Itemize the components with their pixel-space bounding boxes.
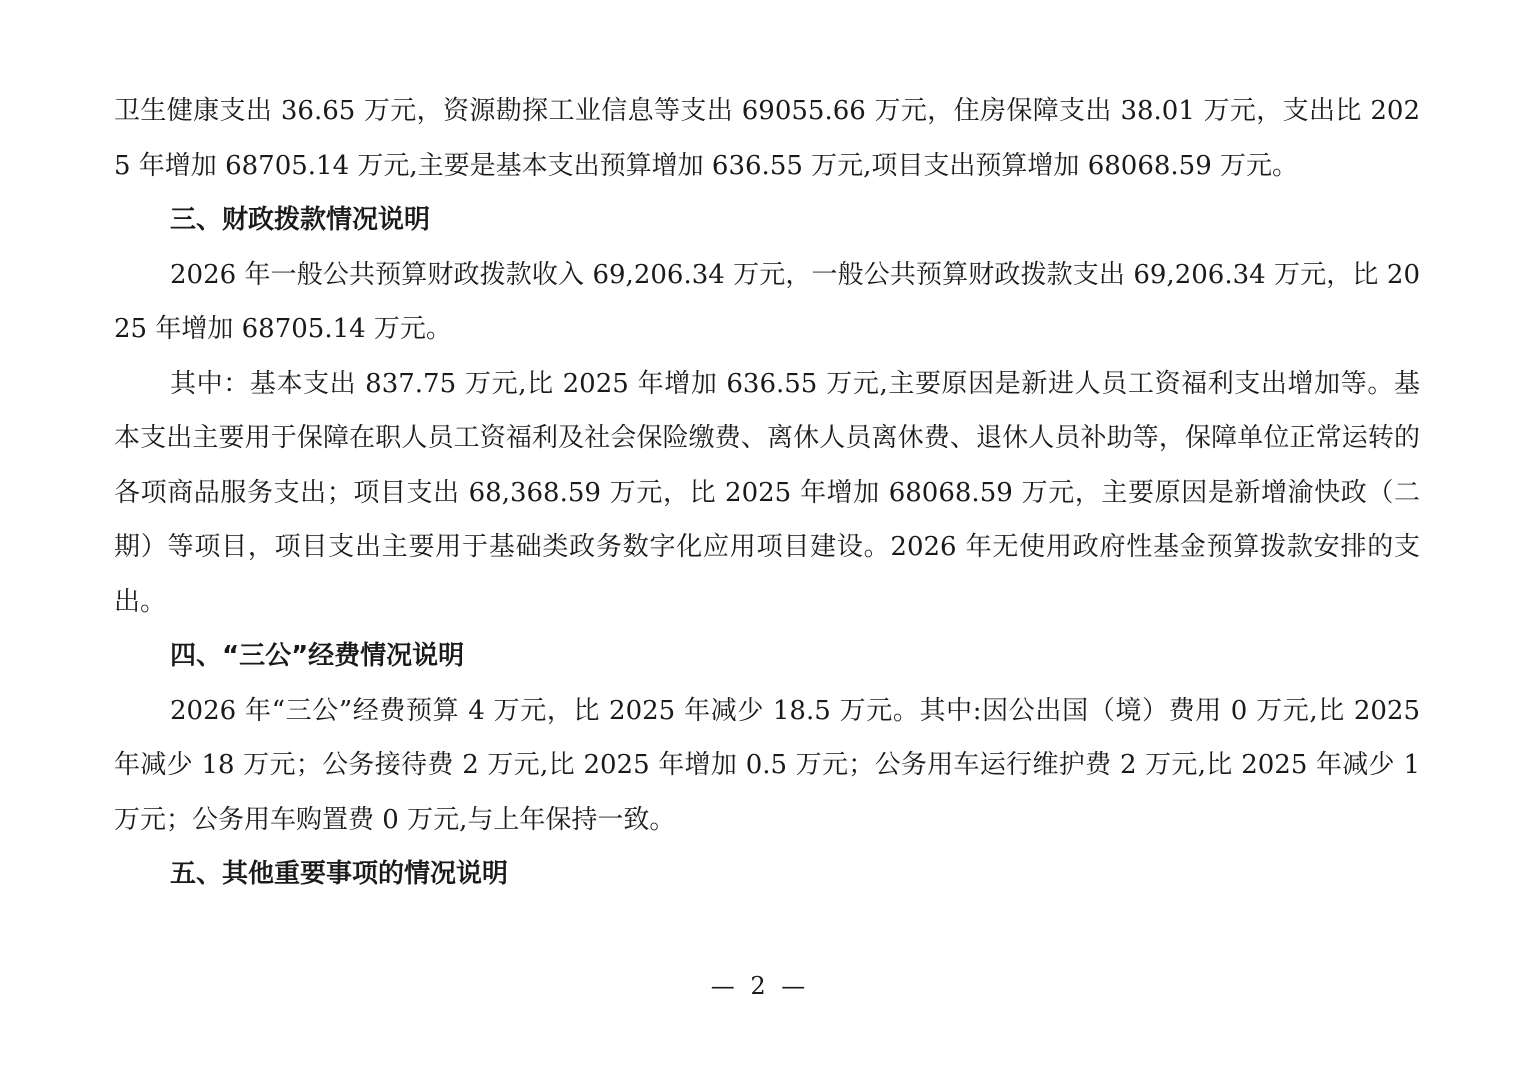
page-number: — 2 — <box>710 972 810 1000</box>
paragraph-expenditure-continued: 卫生健康支出 36.65 万元，资源勘探工业信息等支出 69055.66 万元，住房保障支出 38.01 万元，支出比 2025 年增加 68705.14 万元,主要是基本支出预算增加 636.55 万元,项目支出预算增加 68068.59 万元。 <box>114 96 1420 181</box>
section-heading-fiscal-appropriation: 三、财政拨款情况说明 <box>170 205 431 235</box>
section-heading-three-public-expenses: 四、“三公”经费情况说明 <box>170 641 465 671</box>
section-heading-other-matters: 五、其他重要事项的情况说明 <box>170 859 509 889</box>
document-page <box>114 84 1420 902</box>
paragraph-three-public-expenses: 2026 年“三公”经费预算 4 万元，比 2025 年减少 18.5 万元。其中:因公出国（境）费用 0 万元,比 2025 年减少 18 万元；公务接待费 2 万元,比 2025 年增加 0.5 万元；公务用车运行维护费 2 万元,比 2025 年减少 1 万元；公务用车购置费 0 万元,与上年保持一致。 <box>114 695 1420 835</box>
paragraph-general-budget: 2026 年一般公共预算财政拨款收入 69,206.34 万元，一般公共预算财政拨款支出 69,206.34 万元，比 2025 年增加 68705.14 万元。 <box>114 259 1420 344</box>
paragraph-basic-and-project-expenditure: 其中：基本支出 837.75 万元,比 2025 年增加 636.55 万元,主要原因是新进人员工资福利支出增加等。基本支出主要用于保障在职人员工资福利及社会保险缴费、离休人员离休费、退休人员补助等，保障单位正常运转的各项商品服务支出；项目支出 68,368.59 万元，比 2025 年增加 68068.59 万元，主要原因是新增渝快政（二期）等项目，项目支出主要用于基础类政务数字化应用项目建设。2026 年无使用政府性基金预算拨款安排的支出。 <box>114 368 1420 617</box>
